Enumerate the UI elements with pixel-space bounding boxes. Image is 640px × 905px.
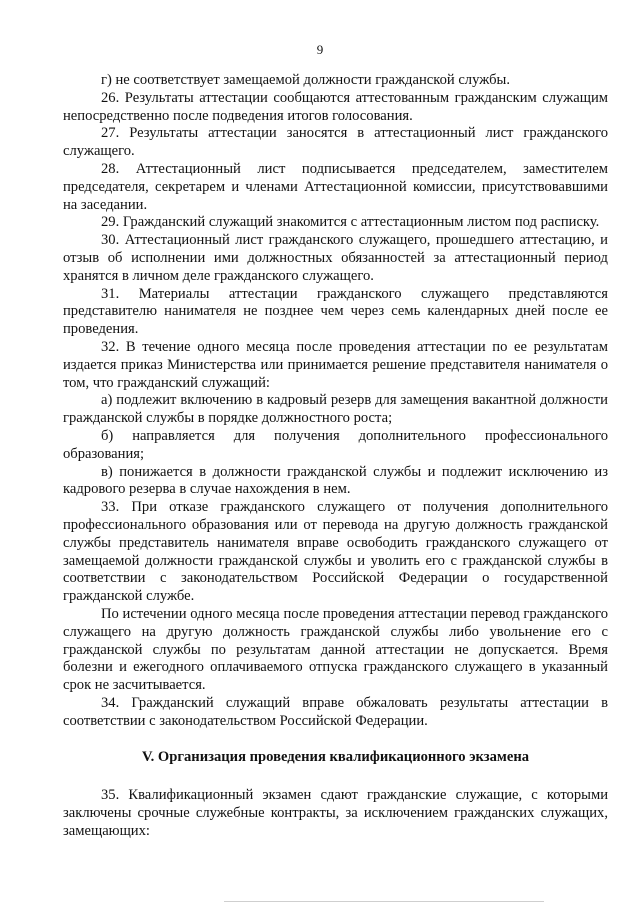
page-number: 9 [316,42,324,57]
paragraph-35: 35. Квалификационный экзамен сдают гражданские служащие, с которыми заключены срочные служебные контракты, за исключением гражданских служащих, замещающих: [63,787,608,839]
paragraph-32-b: б) направляется для получения дополнительного профессионального образования; [63,427,608,462]
paragraph-30: 30. Аттестационный лист гражданского служащего, прошедшего аттестацию, и отзыв об исполнении ими должностных обязанностей за аттестационный период хранятся в личном деле гражданского служащего. [63,232,608,284]
paragraph-33-cont: По истечении одного месяца после проведения аттестации перевод гражданского служащего на другую должность гражданской службы либо увольнение его с гражданской службы по результатам данной аттестации не допускается. Время болезни и ежегодного оплачиваемого отпуска гражданского служащего в указанный срок не засчитывается. [63,605,608,694]
section-heading: V. Организация проведения квалификационного экзамена [141,749,530,766]
paragraph-29: 29. Гражданский служащий знакомится с аттестационным листом под расписку. [101,214,600,231]
document-body [63,72,608,841]
paragraph-33: 33. При отказе гражданского служащего от получения дополнительного профессионального образования или от перевода на другую должность гражданской службы представитель нанимателя вправе освободить гражданского служащего от замещаемой должности гражданской службы и уволить его с гражданской службы в соответствии с законодательством Российской Федерации о государственной гражданской службе. [63,499,608,605]
paragraph-26: 26. Результаты аттестации сообщаются аттестованным гражданским служащим непосредственно после подведения итогов голосования. [63,89,608,124]
paragraph-32: 32. В течение одного месяца после проведения аттестации по ее результатам издается приказ Министерства или принимается решение представителя нанимателя о том, что гражданский служащий: [63,338,608,391]
paragraph-27: 27. Результаты аттестации заносятся в аттестационный лист гражданского служащего. [63,125,608,160]
paragraph-32-v: в) понижается в должности гражданской службы и подлежит исключению из кадрового резерва в случае нахождения в нем. [63,463,608,498]
paragraph-28: 28. Аттестационный лист подписывается председателем, заместителем председателя, секретарем и членами Аттестационной комиссии, присутствовавшими на заседании. [63,160,608,213]
scan-edge-line [224,901,544,902]
paragraph-clause-g: г) не соответствует замещаемой должности гражданской службы. [101,72,510,88]
paragraph-32-a: а) подлежит включению в кадровый резерв для замещения вакантной должности гражданской службы в порядке должностного роста; [63,392,608,427]
paragraph-34: 34. Гражданский служащий вправе обжаловать результаты аттестации в соответствии с законодательством Российской Федерации. [63,694,608,729]
paragraph-31: 31. Материалы аттестации гражданского служащего представляются представителю нанимателя не позднее чем через семь календарных дней после ее проведения. [63,285,608,338]
